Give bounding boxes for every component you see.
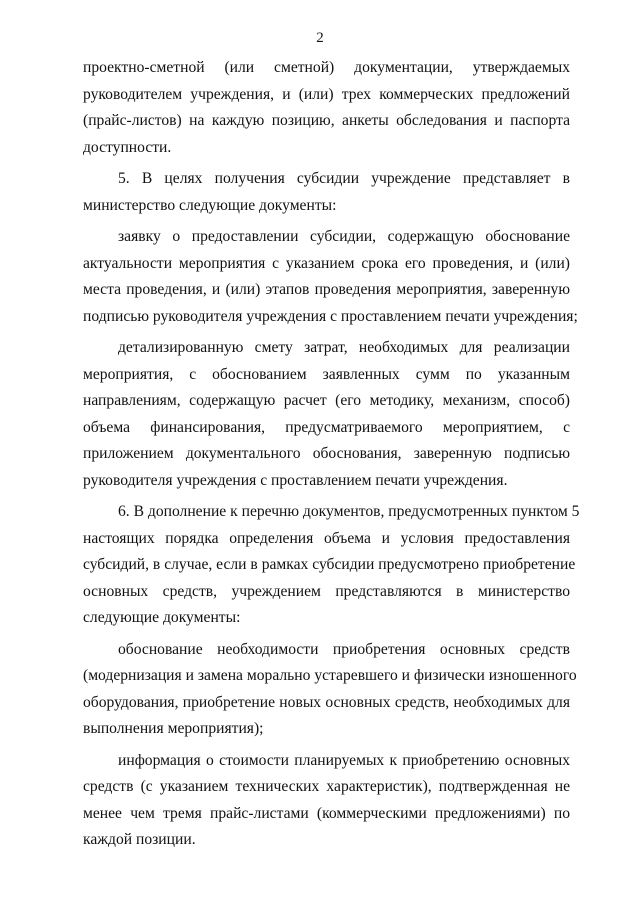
text-line: оборудования, приобретение новых основных средств, необходимых для bbox=[83, 693, 570, 711]
text-line: каждой позиции. bbox=[83, 831, 196, 848]
text-line: 5. В целях получения субсидии учреждение представляет в bbox=[118, 170, 570, 187]
text-line: информация о стоимости планируемых к приобретению основных bbox=[118, 751, 570, 769]
text-line: объема финансирования, предусматриваемого мероприятием, с bbox=[83, 418, 570, 436]
paragraph-design-documentation bbox=[83, 55, 570, 161]
paragraph-justification bbox=[83, 637, 577, 743]
text-line: мероприятия, с обоснованием заявленных сумм по указанным bbox=[83, 365, 570, 383]
text-line: (прайс-листов) на каждую позицию, анкеты обследования и паспорта bbox=[83, 112, 570, 129]
text-line: субсидий, в случае, если в рамках субсидии предусмотрено приобретение bbox=[83, 556, 576, 573]
text-line: актуальности мероприятия с указанием срока его проведения, и (или) bbox=[83, 254, 570, 272]
text-line: менее чем тремя прайс-листами (коммерческими предложениями) по bbox=[83, 804, 570, 822]
text-line: основных средств, учреждением представляются в министерство bbox=[83, 582, 570, 600]
text-line: места проведения, и (или) этапов проведения мероприятия, заверенную bbox=[83, 281, 570, 298]
text-line: заявку о предоставлении субсидии, содержащую обоснование bbox=[118, 228, 570, 245]
text-line: (модернизация и замена морально устаревшего и физически изношенного bbox=[83, 667, 577, 684]
paragraph-price-information bbox=[83, 748, 570, 854]
text-line: подписью руководителя учреждения с проставлением печати учреждения; bbox=[83, 307, 578, 325]
paragraph-item-6 bbox=[83, 499, 580, 632]
text-line: детализированную смету затрат, необходимых для реализации bbox=[118, 339, 570, 356]
text-line: приложением документального обоснования, заверенную подписью bbox=[83, 445, 570, 462]
text-line: настоящих порядка определения объема и условия предоставления bbox=[83, 529, 570, 547]
text-line: руководителем учреждения, и (или) трех коммерческих предложений bbox=[83, 85, 570, 103]
text-line: доступности. bbox=[83, 138, 172, 156]
text-line: средств (с указанием технических характеристик), подтвержденная не bbox=[83, 778, 570, 795]
text-line: направлениям, содержащую расчет (его методику, механизм, способ) bbox=[83, 392, 570, 409]
text-line: выполнения мероприятия); bbox=[83, 720, 264, 737]
text-line: руководителя учреждения с проставлением печати учреждения. bbox=[83, 471, 508, 489]
paragraph-item-5 bbox=[83, 166, 570, 219]
text-line: министерство следующие документы: bbox=[83, 196, 337, 214]
paragraph-application bbox=[83, 224, 578, 330]
text-line: следующие документы: bbox=[83, 609, 241, 626]
text-line: проектно-сметной (или сметной) документации, утверждаемых bbox=[83, 59, 570, 76]
paragraph-cost-estimate bbox=[83, 335, 570, 494]
document-body bbox=[83, 55, 580, 859]
text-line: 6. В дополнение к перечню документов, предусмотренных пунктом 5 bbox=[118, 503, 580, 520]
text-line: обоснование необходимости приобретения основных средств bbox=[118, 640, 570, 658]
page-number: 2 bbox=[316, 30, 324, 46]
